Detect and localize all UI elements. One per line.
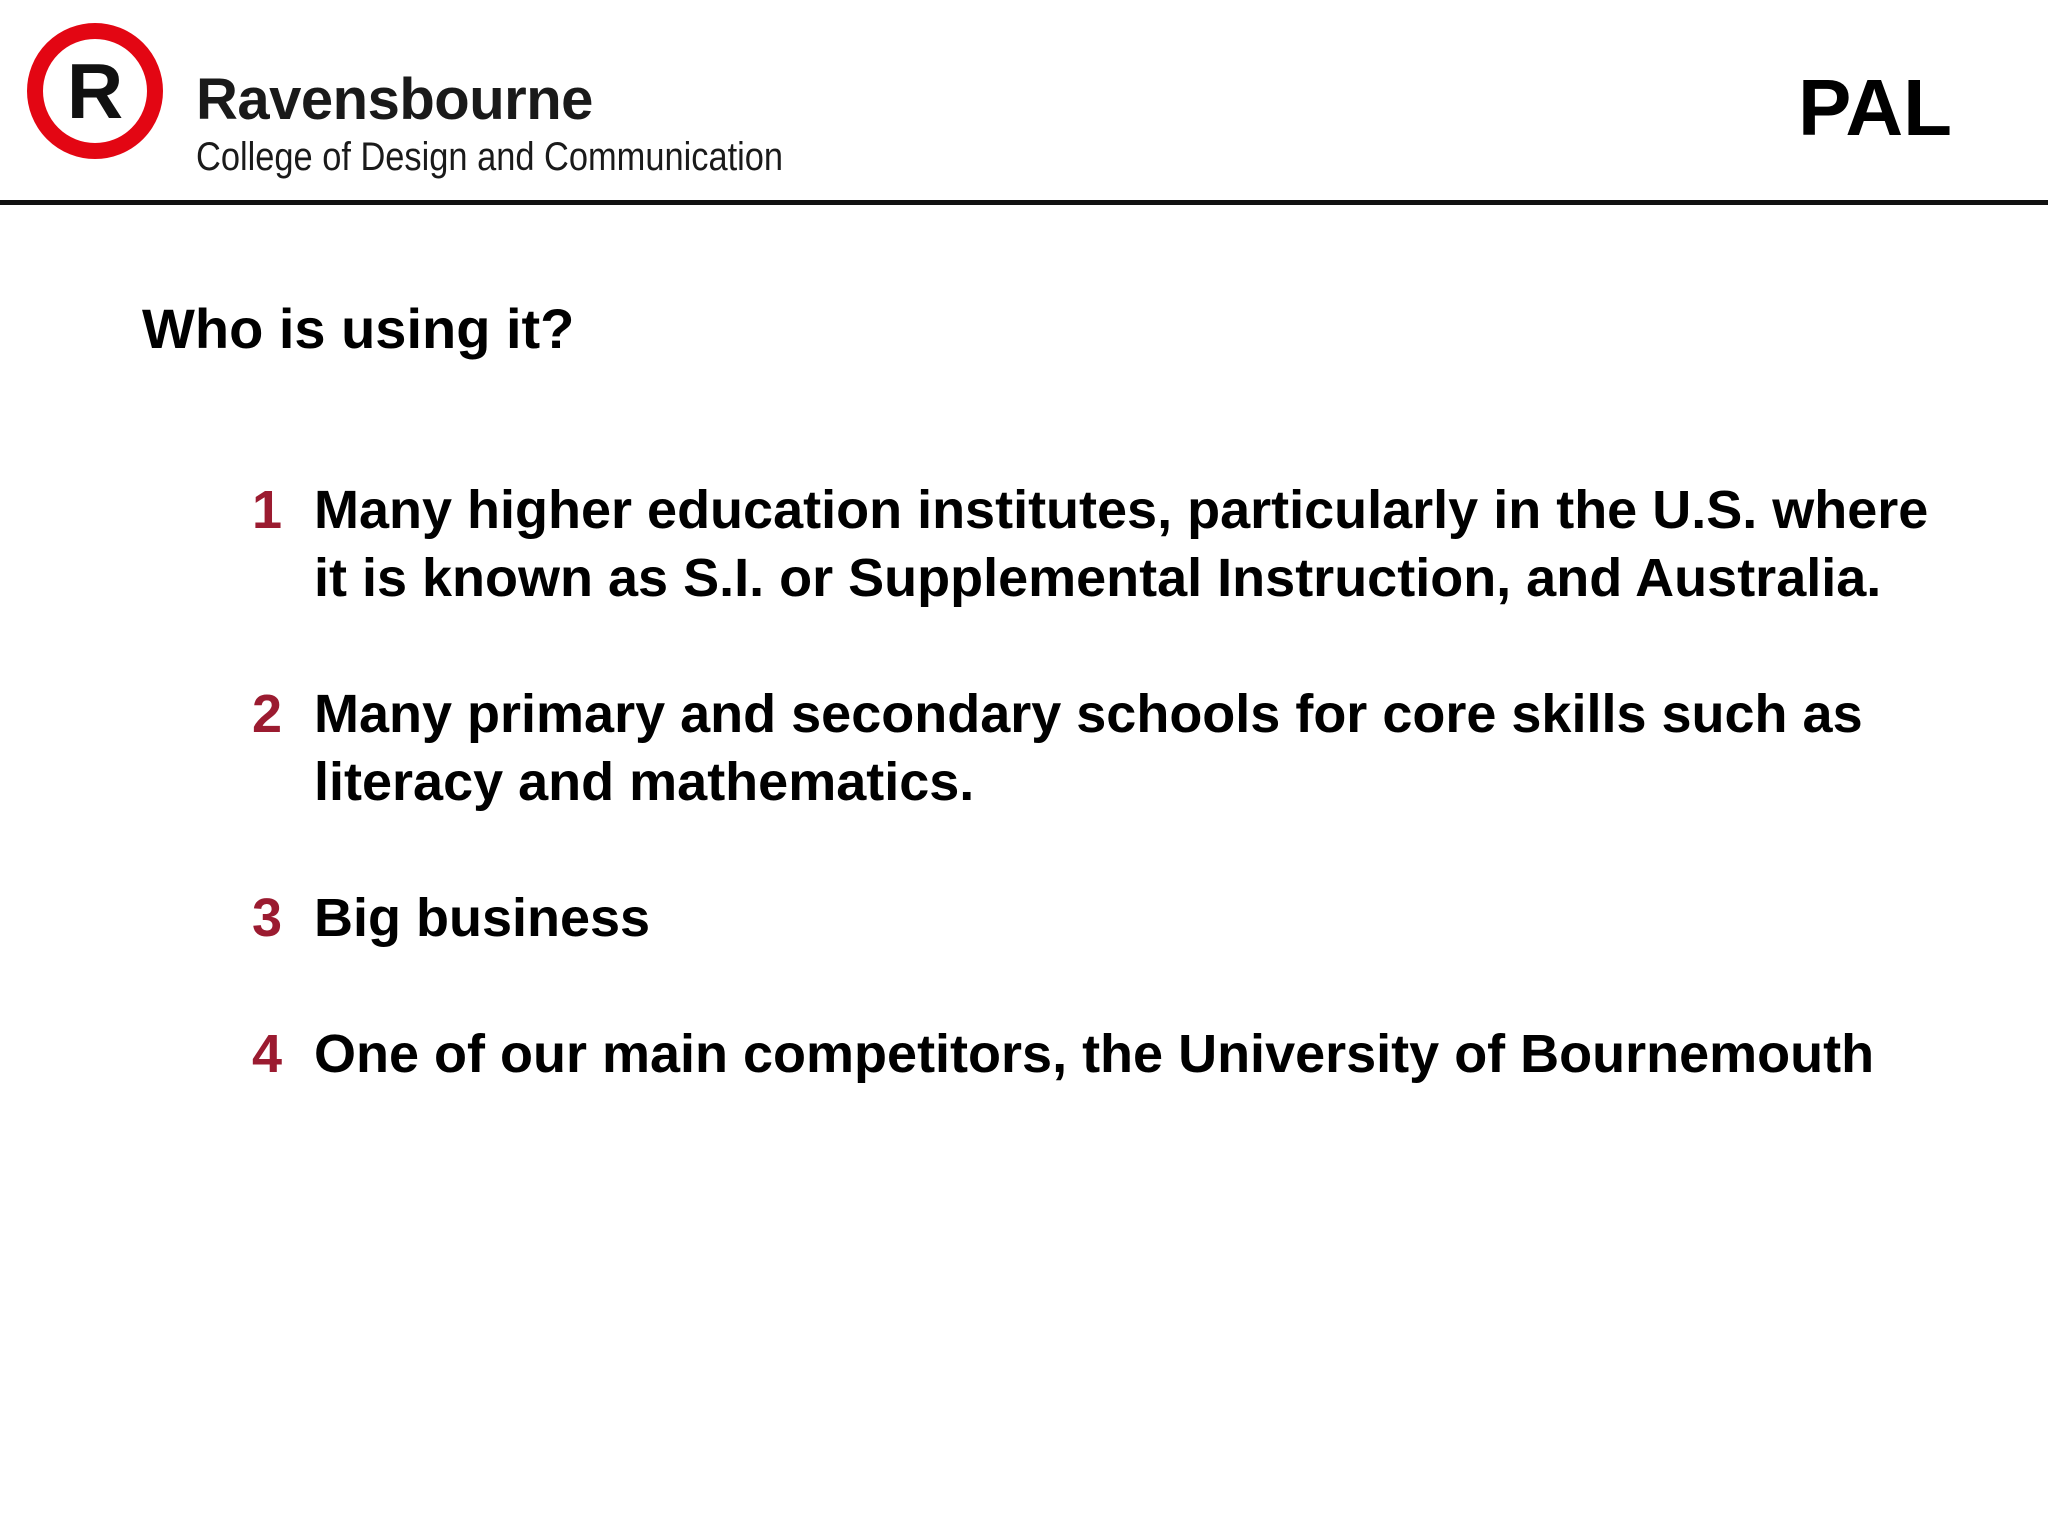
list-item <box>252 680 1952 816</box>
slide-heading: Who is using it? <box>142 297 575 360</box>
slide-header <box>0 0 2048 200</box>
header-divider <box>0 200 2048 205</box>
list-item <box>252 476 1952 612</box>
list-item <box>252 1020 1952 1088</box>
list-item-text: Many higher education institutes, particularly in the U.S. where it is known as S.I. or Supplemental Instruction, and Australia. <box>314 480 1929 608</box>
list-item-text: Many primary and secondary schools for core skills such as literacy and mathematics. <box>314 684 1863 812</box>
list-item-number: 1 <box>252 480 283 540</box>
list-item-number: 2 <box>252 684 283 744</box>
list-item-text: Big business <box>314 888 651 948</box>
list-item-number: 3 <box>252 888 283 948</box>
brand-name: Ravensbourne <box>196 67 593 132</box>
brand-subtitle: College of Design and Communication <box>196 135 784 179</box>
list-item-number: 4 <box>252 1024 283 1084</box>
numbered-list <box>252 476 1952 1156</box>
list-item-text: One of our main competitors, the University of Bournemouth <box>314 1024 1875 1084</box>
ravensbourne-logo-icon <box>26 22 164 160</box>
deck-title: PAL <box>1797 63 1952 152</box>
svg-text:R: R <box>66 47 124 135</box>
list-item <box>252 884 1952 952</box>
